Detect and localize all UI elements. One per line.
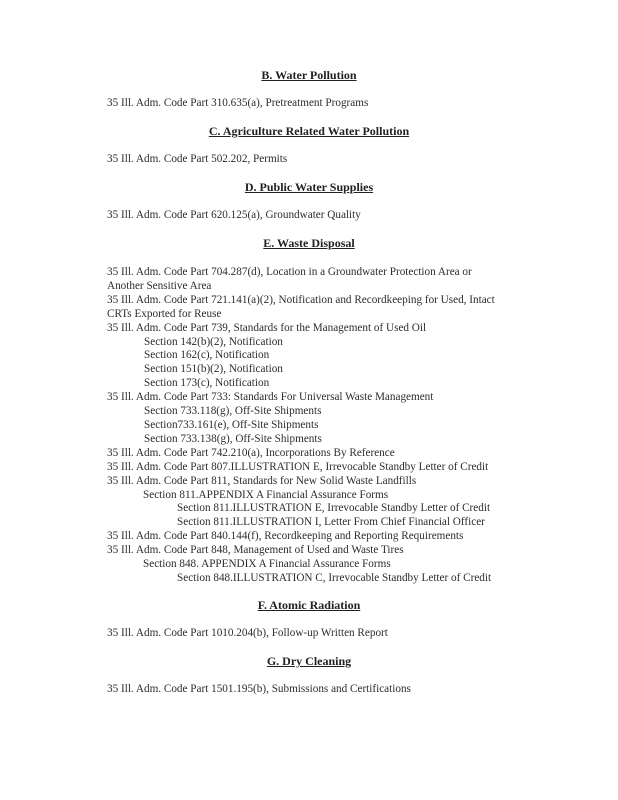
list-line: 35 Ill. Adm. Code Part 807.ILLUSTRATION E, Irrevocable Standby Letter of Credit (107, 460, 489, 473)
section-heading-waste-disposal: E. Waste Disposal (263, 236, 355, 250)
list-line-sub: Section 733.118(g), Off-Site Shipments (144, 405, 322, 418)
section-heading-agriculture-water-pollution: C. Agriculture Related Water Pollution (208, 124, 410, 138)
list-line: 35 Ill. Adm. Code Part 733: Standards For Universal Waste Management (107, 391, 434, 404)
section-heading-public-water-supplies: D. Public Water Supplies (244, 180, 374, 194)
section-item: 35 Ill. Adm. Code Part 620.125(a), Groundwater Quality (107, 209, 361, 221)
waste-disposal-list (107, 266, 547, 586)
list-line-subsub: Section 811.ILLUSTRATION E, Irrevocable Standby Letter of Credit (177, 502, 491, 515)
list-line-sub: Section 173(c), Notification (144, 377, 270, 390)
list-line: 35 Ill. Adm. Code Part 840.144(f), Recordkeeping and Reporting Requirements (107, 530, 464, 543)
list-line-sub: Section 162(c), Notification (144, 349, 270, 362)
list-line-sub: Section 848. APPENDIX A Financial Assurance Forms (143, 558, 391, 571)
section-heading-water-pollution: B. Water Pollution (261, 68, 357, 82)
section-item: 35 Ill. Adm. Code Part 502.202, Permits (107, 153, 288, 165)
list-line-sub: Section 733.138(g), Off-Site Shipments (144, 432, 322, 445)
list-line-subsub: Section 811.ILLUSTRATION I, Letter From Chief Financial Officer (177, 516, 485, 529)
list-line: 35 Ill. Adm. Code Part 721.141(a)(2), Notification and Recordkeeping for Used, Intact (107, 293, 495, 306)
list-line: 35 Ill. Adm. Code Part 848, Management of Used and Waste Tires (107, 544, 404, 557)
list-line-sub: Section733.161(e), Off-Site Shipments (144, 418, 319, 431)
section-item: 35 Ill. Adm. Code Part 1010.204(b), Follow-up Written Report (107, 627, 388, 639)
section-item: 35 Ill. Adm. Code Part 310.635(a), Pretreatment Programs (107, 97, 369, 109)
list-line-subsub: Section 848.ILLUSTRATION C, Irrevocable Standby Letter of Credit (177, 571, 492, 584)
list-line: 35 Ill. Adm. Code Part 739, Standards for the Management of Used Oil (107, 321, 427, 334)
section-item: 35 Ill. Adm. Code Part 1501.195(b), Submissions and Certifications (107, 683, 411, 695)
list-line: Another Sensitive Area (107, 279, 212, 292)
list-line: CRTs Exported for Reuse (107, 307, 222, 320)
list-line-sub: Section 151(b)(2), Notification (144, 363, 283, 376)
list-line-sub: Section 811.APPENDIX A Financial Assurance Forms (143, 488, 389, 501)
list-line-sub: Section 142(b)(2), Notification (144, 335, 283, 348)
section-heading-dry-cleaning: G. Dry Cleaning (266, 654, 352, 668)
section-heading-atomic-radiation: F. Atomic Radiation (257, 598, 361, 612)
list-line: 35 Ill. Adm. Code Part 704.287(d), Location in a Groundwater Protection Area or (107, 266, 472, 278)
list-line: 35 Ill. Adm. Code Part 742.210(a), Incorporations By Reference (107, 446, 395, 459)
list-line: 35 Ill. Adm. Code Part 811, Standards for New Solid Waste Landfills (107, 474, 417, 487)
